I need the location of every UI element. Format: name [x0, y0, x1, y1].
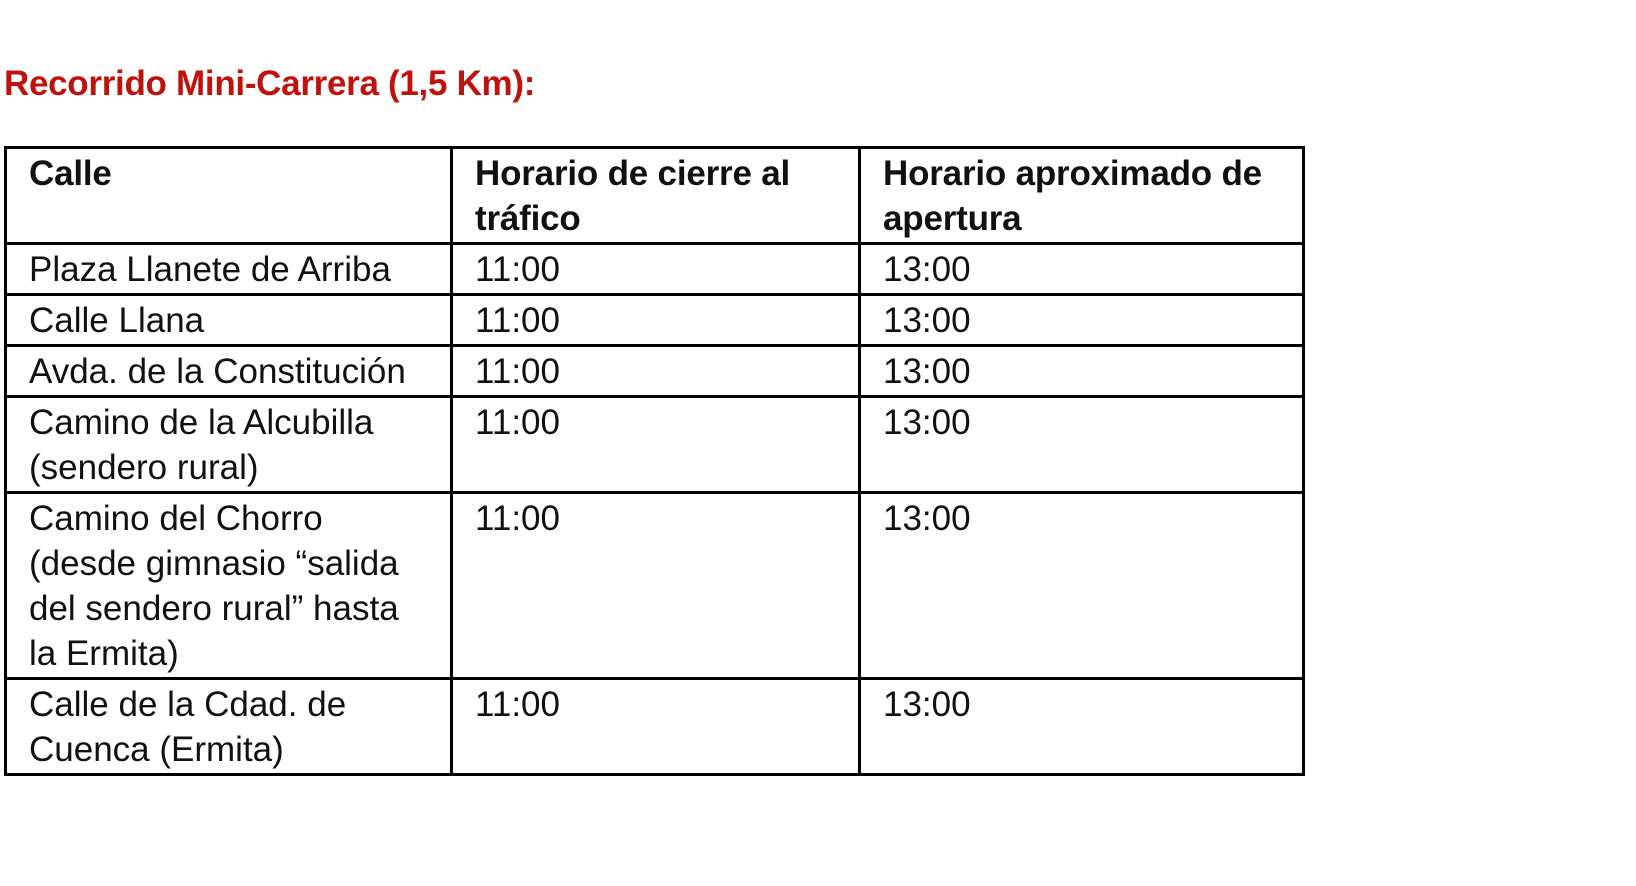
cell-cierre: 11:00 [452, 346, 860, 397]
cell-apertura: 13:00 [860, 679, 1304, 775]
table-row [6, 679, 1304, 775]
header-calle: Calle [6, 148, 452, 244]
cell-cierre: 11:00 [452, 679, 860, 775]
cell-apertura: 13:00 [860, 244, 1304, 295]
table-row [6, 295, 1304, 346]
cell-calle: Plaza Llanete de Arriba [6, 244, 452, 295]
cell-apertura: 13:00 [860, 346, 1304, 397]
cell-cierre: 11:00 [452, 493, 860, 679]
header-cierre: Horario de cierre al tráfico [452, 148, 860, 244]
cell-cierre: 11:00 [452, 397, 860, 493]
cell-calle: Calle de la Cdad. de Cuenca (Ermita) [6, 679, 452, 775]
road-closure-table [4, 146, 1305, 776]
table-header-row [6, 148, 1304, 244]
header-apertura: Horario aproximado de apertura [860, 148, 1304, 244]
cell-apertura: 13:00 [860, 493, 1304, 679]
cell-cierre: 11:00 [452, 295, 860, 346]
cell-cierre: 11:00 [452, 244, 860, 295]
cell-calle: Camino del Chorro (desde gimnasio “salida del sendero rural” hasta la Ermita) [6, 493, 452, 679]
cell-calle: Camino de la Alcubilla (sendero rural) [6, 397, 452, 493]
table-row [6, 346, 1304, 397]
table-row [6, 493, 1304, 679]
cell-calle: Avda. de la Constitución [6, 346, 452, 397]
page-title: Recorrido Mini-Carrera (1,5 Km): [4, 64, 536, 103]
cell-calle: Calle Llana [6, 295, 452, 346]
table-row [6, 244, 1304, 295]
cell-apertura: 13:00 [860, 295, 1304, 346]
cell-apertura: 13:00 [860, 397, 1304, 493]
table-row [6, 397, 1304, 493]
